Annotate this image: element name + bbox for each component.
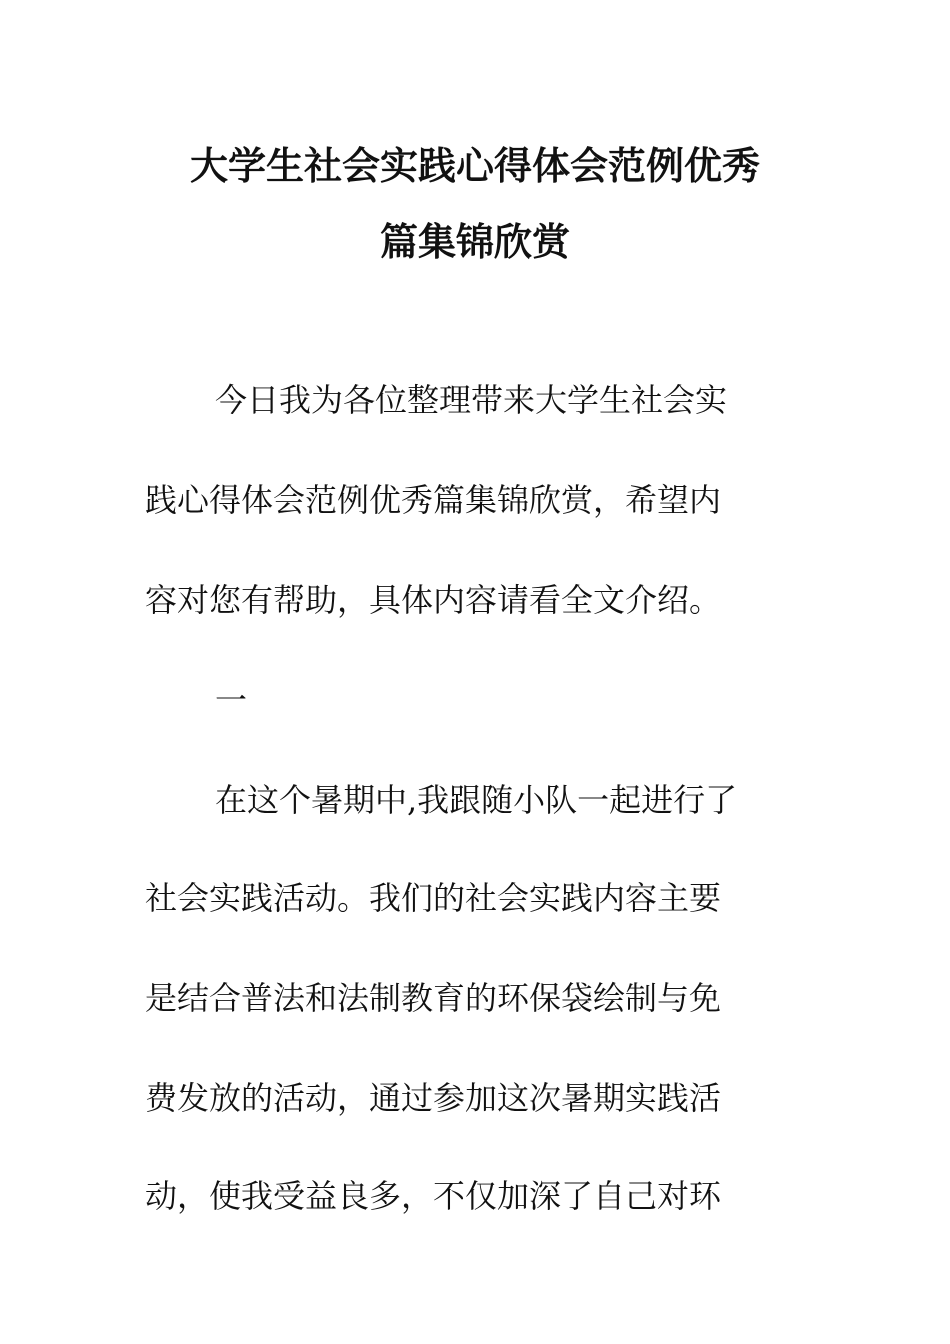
document-title <box>120 128 830 280</box>
paragraph-1-line-1: 今日我为各位整理带来大学生社会实 <box>215 381 728 419</box>
paragraph-1-line-2: 践心得体会范例优秀篇集锦欣赏，希望内 <box>145 481 722 519</box>
paragraph-2-line-3: 是结合普法和法制教育的环保袋绘制与免 <box>145 979 722 1017</box>
paragraph-1-line-3: 容对您有帮助，具体内容请看全文介绍。 <box>145 581 722 619</box>
paragraph-2-line-2: 社会实践活动。我们的社会实践内容主要 <box>145 879 722 917</box>
paragraph-2-line-4: 费发放的活动，通过参加这次暑期实践活 <box>145 1079 722 1117</box>
section-heading-one: 一 <box>215 681 248 719</box>
title-line-1: 大学生社会实践心得体会范例优秀 <box>189 143 760 188</box>
paragraph-2-line-5: 动，使我受益良多，不仅加深了自己对环 <box>145 1177 722 1215</box>
title-line-2: 篇集锦欣赏 <box>379 219 570 264</box>
paragraph-2-line-1: 在这个暑期中,我跟随小队一起进行了 <box>215 781 738 819</box>
